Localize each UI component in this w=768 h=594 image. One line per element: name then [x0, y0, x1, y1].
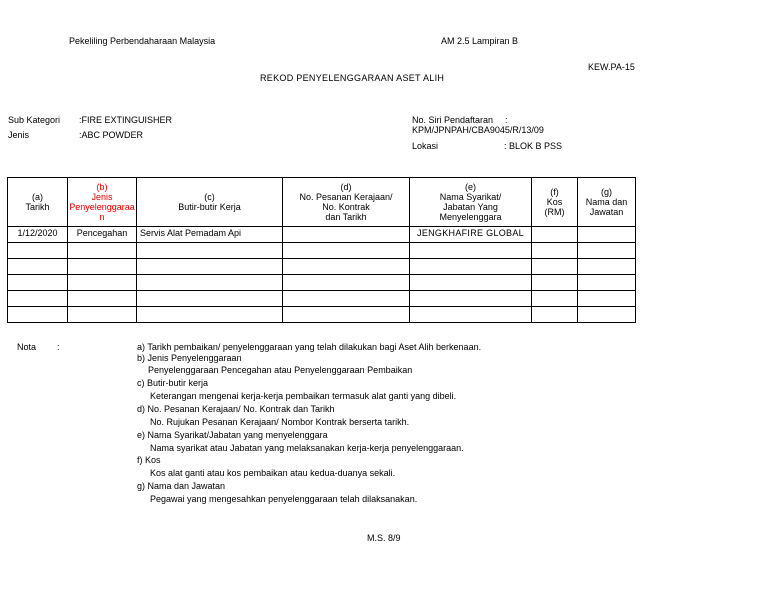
cell-nama — [578, 227, 636, 243]
table-row — [8, 275, 636, 291]
sub-kategori-label: Sub Kategori — [8, 115, 61, 125]
table-row — [8, 307, 636, 323]
cell-jenis — [68, 243, 137, 259]
cell-nama — [578, 307, 636, 323]
cell-jenis — [68, 275, 137, 291]
cell-tarikh — [8, 259, 68, 275]
maintenance-record-table — [7, 177, 636, 323]
note-b-desc: Penyelenggaraan Pencegahan atau Penyelenggaraan Pembaikan — [148, 365, 413, 375]
cell-kos — [532, 259, 578, 275]
note-b-head: b) Jenis Penyelenggaraan — [137, 353, 242, 363]
cell-nama — [578, 275, 636, 291]
document-title: REKOD PENYELENGGARAAN ASET ALIH — [260, 73, 445, 83]
cell-pesanan — [283, 243, 410, 259]
cell-nama — [578, 259, 636, 275]
note-f-head: f) Kos — [137, 455, 161, 465]
note-c-head: c) Butir-butir kerja — [137, 378, 209, 388]
cell-jenis: Pencegahan — [68, 227, 137, 243]
cell-pesanan — [283, 259, 410, 275]
cell-syarikat — [410, 259, 532, 275]
cell-kos — [532, 243, 578, 259]
cell-pesanan — [283, 307, 410, 323]
header-nama-syarikat: (e) Nama Syarikat/ Jabatan Yang Menyelenggara — [410, 178, 532, 227]
cell-jenis — [68, 259, 137, 275]
table-header-row — [8, 178, 636, 227]
note-g-head: g) Nama dan Jawatan — [137, 481, 226, 491]
note-f-desc: Kos alat ganti atau kos pembaikan atau kedua-duanya sekali. — [150, 468, 396, 478]
notes-colon: : — [57, 342, 60, 352]
cell-kos — [532, 307, 578, 323]
note-d-head: d) No. Pesanan Kerajaan/ No. Kontrak dan Tarikh — [137, 404, 335, 414]
header-kos: (f) Kos (RM) — [532, 178, 578, 227]
form-code: KEW.PA-15 — [588, 62, 635, 72]
table-row — [8, 291, 636, 307]
header-no-pesanan: (d) No. Pesanan Kerajaan/ No. Kontrak dan Tarikh — [283, 178, 410, 227]
jenis-value: :ABC POWDER — [79, 130, 144, 140]
table-row — [8, 243, 636, 259]
header-nama-jawatan: (g) Nama dan Jawatan — [578, 178, 636, 227]
notes-label: Nota — [17, 342, 37, 352]
note-e-head: e) Nama Syarikat/Jabatan yang menyelenggara — [137, 430, 328, 440]
cell-butir — [137, 259, 283, 275]
note-c-desc: Keterangan mengenai kerja-kerja pembaikan termasuk alat ganti yang dibeli. — [150, 391, 457, 401]
cell-kos — [532, 227, 578, 243]
lokasi-label: Lokasi — [412, 141, 439, 151]
cell-syarikat — [410, 307, 532, 323]
sub-kategori-value: :FIRE EXTINGUISHER — [79, 115, 173, 125]
table-row — [8, 259, 636, 275]
note-g-desc: Pegawai yang mengesahkan penyelenggaraan telah dilaksanakan. — [150, 494, 418, 504]
cell-butir — [137, 243, 283, 259]
table-row — [8, 227, 636, 243]
lokasi-value: : BLOK B PSS — [504, 141, 563, 151]
cell-pesanan — [283, 291, 410, 307]
cell-tarikh — [8, 307, 68, 323]
cell-pesanan — [283, 275, 410, 291]
note-e-desc: Nama syarikat atau Jabatan yang melaksanakan kerja-kerja penyelenggaraan. — [150, 443, 464, 453]
page-number: M.S. 8/9 — [367, 533, 401, 543]
cell-butir — [137, 307, 283, 323]
cell-nama — [578, 243, 636, 259]
cell-kos — [532, 275, 578, 291]
circular-title: Pekeliling Perbendaharaan Malaysia — [69, 36, 216, 46]
no-siri-value: KPM/JPNPAH/CBA9045/R/13/09 — [412, 125, 544, 135]
cell-syarikat — [410, 275, 532, 291]
header-jenis-penyelenggaraan: (b) Jenis Penyelenggaraa n — [68, 178, 137, 227]
cell-jenis — [68, 307, 137, 323]
cell-syarikat — [410, 243, 532, 259]
cell-butir — [137, 275, 283, 291]
header-butir-kerja: (c) Butir-butir Kerja — [137, 178, 283, 227]
cell-butir — [137, 291, 283, 307]
note-d-desc: No. Rujukan Pesanan Kerajaan/ Nombor Kontrak berserta tarikh. — [150, 417, 410, 427]
cell-kos — [532, 291, 578, 307]
cell-butir: Servis Alat Pemadam Api — [137, 227, 283, 243]
cell-syarikat: JENGKHAFIRE GLOBAL — [410, 227, 532, 243]
jenis-label: Jenis — [8, 130, 30, 140]
cell-pesanan — [283, 227, 410, 243]
no-siri-label: No. Siri Pendaftaran — [412, 115, 494, 125]
cell-tarikh — [8, 275, 68, 291]
cell-tarikh — [8, 243, 68, 259]
cell-syarikat — [410, 291, 532, 307]
cell-tarikh — [8, 291, 68, 307]
header-tarikh: (a) Tarikh — [8, 178, 68, 227]
appendix-label: AM 2.5 Lampiran B — [441, 36, 519, 46]
cell-tarikh: 1/12/2020 — [8, 227, 68, 243]
note-a-head: a) Tarikh pembaikan/ penyelenggaraan yang telah dilakukan bagi Aset Alih berkenaan. — [137, 342, 482, 352]
cell-nama — [578, 291, 636, 307]
no-siri-colon: : — [505, 115, 508, 125]
cell-jenis — [68, 291, 137, 307]
